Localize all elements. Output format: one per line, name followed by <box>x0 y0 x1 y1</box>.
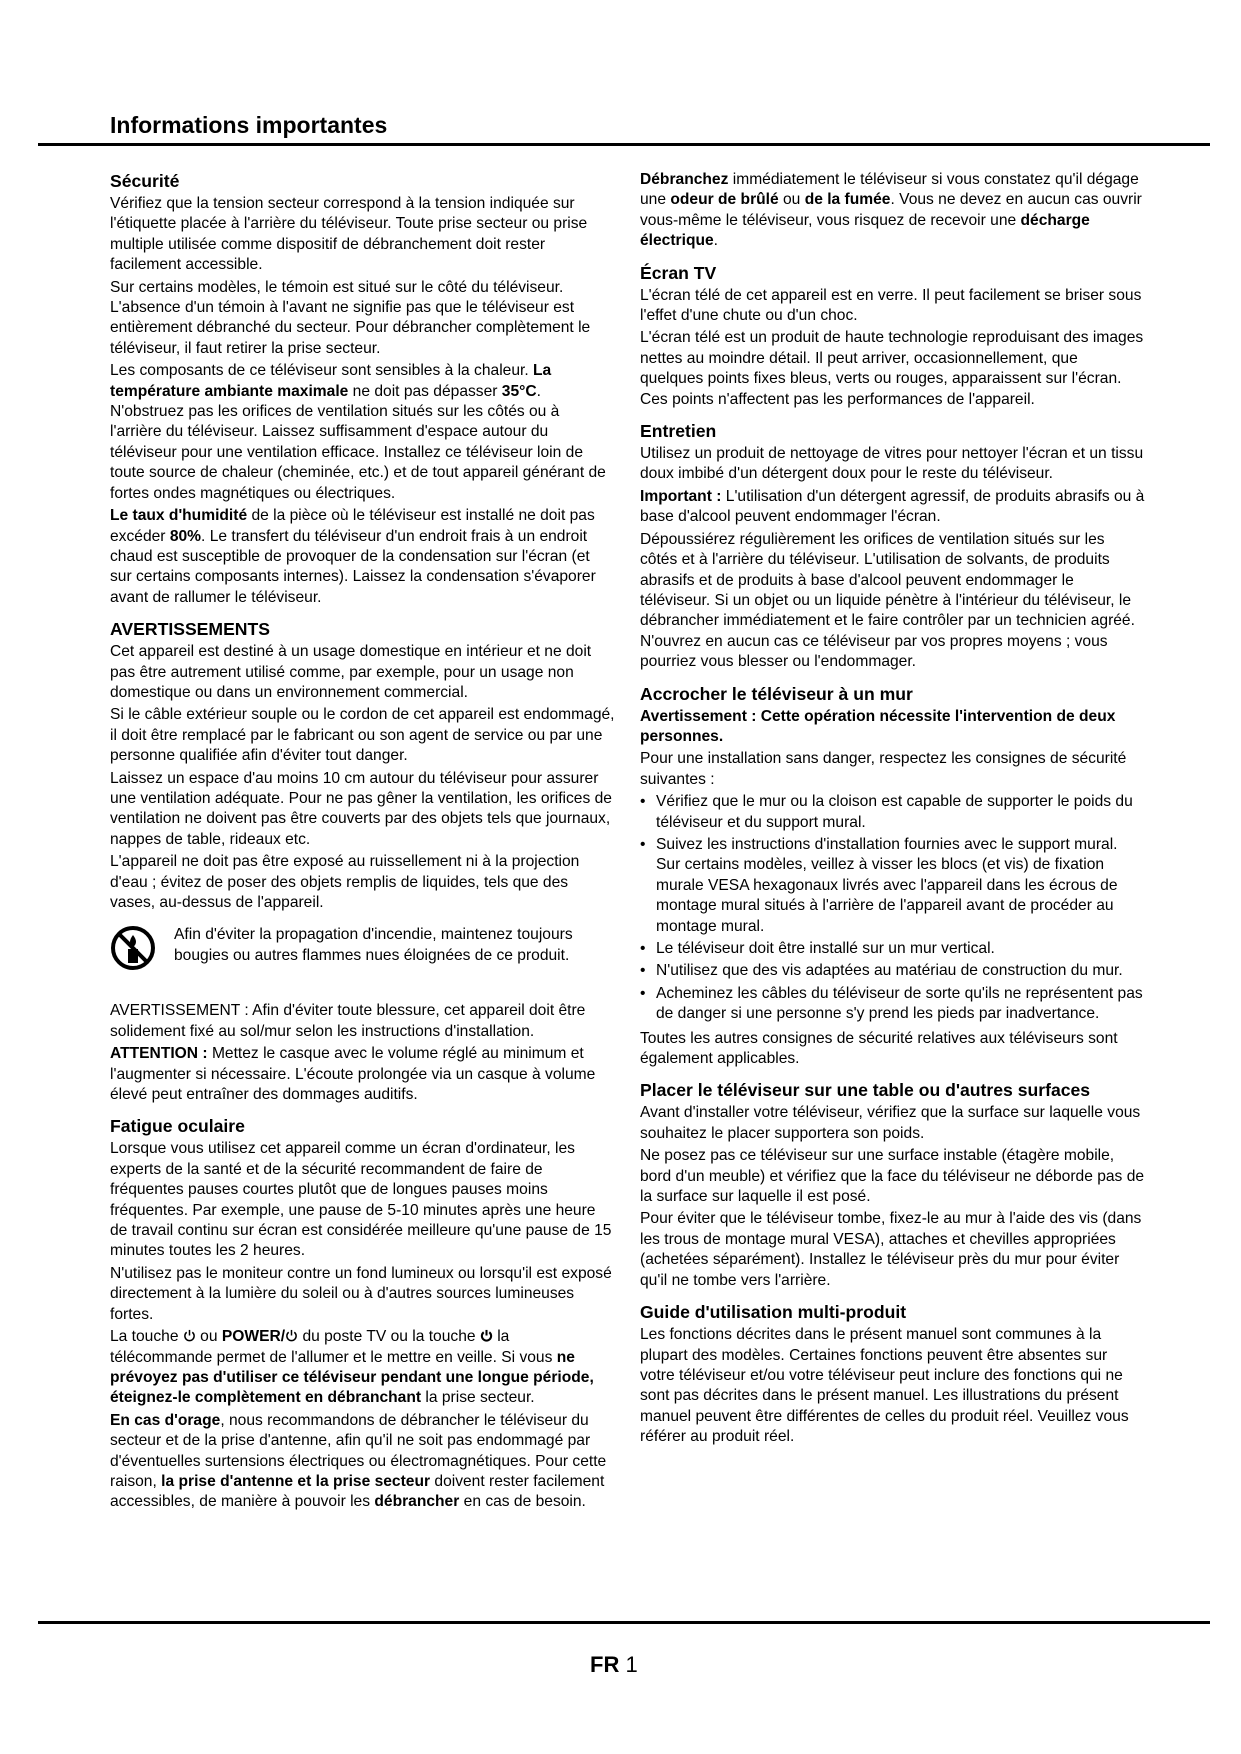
section-table <box>640 1079 1145 1291</box>
heading-table: Placer le téléviseur sur une table ou d'autres surfaces <box>640 1080 1091 1101</box>
paragraph: Sur certains modèles, le témoin est situé sur le côté du téléviseur. L'absence d'un témoin à l'avant ne signifie pas que le téléviseur est entièrement débranché du secteur. Pour débrancher complètement le téléviseur, il faut retirer la prise secteur. <box>110 278 591 357</box>
paragraph: Débranchez immédiatement le téléviseur si vous constatez qu'il dégage une odeur de brûlé ou de la fumée. Vous ne devez en aucun cas ouvrir vous-même le téléviseur, vous risquez de recevoir une décharge électrique. <box>640 171 1142 250</box>
paragraph: Les fonctions décrites dans le présent manuel sont communes à la plupart des modèles. Certaines fonctions peuvent être absentes sur votre téléviseur et/ou votre téléviseur peut inclure des fonctions qui ne sont pas décrites dans le présent manuel. Les illustrations du présent manuel peuvent être différentes de celles du produit réel. Veuillez vous référer au produit réel. <box>640 1326 1129 1446</box>
header-rule <box>38 143 1210 146</box>
paragraph: Laissez un espace d'au moins 10 cm autour du téléviseur pour assurer une ventilation adéquate. Pour ne pas gêner la ventilation, les orifices de ventilation ne doivent pas être couverts par des objets tels que journaux, nappes de table, rideaux etc. <box>110 769 612 848</box>
paragraph: Dépoussiérez régulièrement les orifices de ventilation situés sur les côtés et à l'arrière du téléviseur. L'utilisation de solvants, de produits abrasifs et de produits à base d'alcool peuvent endommager le téléviseur. Si un objet ou un liquide pénètre à l'intérieur du téléviseur, le débrancher immédiatement et le faire contrôler par un technicien agréé. N'ouvrez en aucun cas ce téléviseur par vos propres moyens ; vous pourriez vous blesser ou l'endommager. <box>640 530 1135 671</box>
paragraph: Ne posez pas ce téléviseur sur une surface instable (étagère mobile, bord d'un meuble) et vérifiez que la face du téléviseur ne déborde pas de la surface sur laquelle il est posé. <box>640 1147 1145 1206</box>
paragraph: Si le câble extérieur souple ou le cordon de cet appareil est endommagé, il doit être remplacé par le fabricant ou son agent de service ou par une personne qualifiée afin d'éviter tout danger. <box>110 706 615 765</box>
paragraph: Pour éviter que le téléviseur tombe, fixez-le au mur à l'aide des vis (dans les trous de montage mural VESA), attaches et chevilles appropriées (achetées séparément). Installez le téléviseur près du mur pour éviter qu'il ne tombe vers l'arrière. <box>640 1210 1142 1289</box>
footer-rule <box>38 1621 1210 1624</box>
heading-entretien: Entretien <box>640 421 717 442</box>
paragraph: Le taux d'humidité de la pièce où le téléviseur est installé ne doit pas excéder 80%. Le transfert du téléviseur d'un endroit frais à un endroit chaud est susceptible de provoquer de la condensation sur l'écran (et sur certains composants internes). Laissez la condensation s'évaporer avant de rallumer le téléviseur. <box>110 507 596 606</box>
section-debranchez <box>640 170 1145 252</box>
section-fatigue <box>110 1115 615 1512</box>
paragraph: ATTENTION : Mettez le casque avec le volume réglé au minimum et l'augmenter si nécessaire. L'écoute prolongée via un casque à volume élevé peut entraîner des dommages auditifs. <box>110 1045 596 1104</box>
paragraph: L'écran télé de cet appareil est en verre. Il peut facilement se briser sous l'effet d'une chute ou d'un choc. <box>640 286 1142 325</box>
paragraph: Pour une installation sans danger, respectez les consignes de sécurité suivantes : <box>640 750 1127 788</box>
paragraph: Les composants de ce téléviseur sont sensibles à la chaleur. La température ambiante maximale ne doit pas dépasser 35°C. N'obstruez pas les orifices de ventilation situés sur les côtés ou à l'arrière du téléviseur. Laissez suffisamment d'espace autour du téléviseur pour une ventilation efficace. Installez ce téléviseur loin de toute source de chaleur (cheminée, etc.) et de tout appareil générant de fortes ondes magnétiques ou électriques. <box>110 362 606 502</box>
heading-ecran: Écran TV <box>640 262 717 283</box>
paragraph: Cet appareil est destiné à un usage domestique en intérieur et ne doit pas être autrement utilisé comme, par exemple, pour un usage non domestique ou dans un environnement commercial. <box>110 643 592 701</box>
paragraph: L'appareil ne doit pas être exposé au ruissellement ni à la projection d'eau ; évitez de poser des objets remplis de liquides, tels que des vases, au-dessus de l'appareil. <box>110 853 580 911</box>
paragraph: Toutes les autres consignes de sécurité relatives aux téléviseurs sont également applicables. <box>640 1029 1118 1068</box>
list-item: • Le téléviseur doit être installé sur un mur vertical. <box>656 939 1145 959</box>
flame-warning <box>110 925 615 971</box>
section-entretien <box>640 420 1145 672</box>
page-title: Informations importantes <box>110 112 388 138</box>
paragraph: Lorsque vous utilisez cet appareil comme un écran d'ordinateur, les experts de la santé et de la sécurité recommandent de faire de fréquentes pauses courtes plutôt que de longues pauses moins fréquentes. Par exemple, une pause de 5-10 minutes après une heure de travail continu sur écran est considérée meilleure qu'une pause de 15 minutes toutes les 2 heures. <box>110 1140 612 1260</box>
section-guide <box>640 1301 1145 1447</box>
section-securite <box>110 170 615 608</box>
paragraph: Utilisez un produit de nettoyage de vitres pour nettoyer l'écran et un tissu doux imbibé d'un détergent doux pour le reste du téléviseur. <box>640 445 1144 483</box>
heading-fatigue: Fatigue oculaire <box>110 1116 245 1137</box>
paragraph: Important : L'utilisation d'un détergent agressif, de produits abrasifs ou à base d'alcool peuvent endommager l'écran. <box>640 487 1145 526</box>
heading-mur: Accrocher le téléviseur à un mur <box>640 683 913 704</box>
no-open-flame-icon <box>110 925 156 971</box>
power-icon <box>285 1329 298 1342</box>
list-item: • Suivez les instructions d'installation fournies avec le support mural. Sur certains modèles, veillez à visser les blocs (et vis) de fixation murale VESA hexagonaux livrés avec l'appareil dans les écrous de montage mural situés à l'arrière de l'appareil avant de procéder au montage mural. <box>656 835 1145 937</box>
flame-warning-text: Afin d'éviter la propagation d'incendie, maintenez toujours bougies ou autres flammes nues éloignées de ce produit. <box>174 926 573 964</box>
wall-warning: Avertissement : Cette opération nécessite l'intervention de deux personnes. <box>640 707 1116 745</box>
heading-securite: Sécurité <box>110 171 180 191</box>
paragraph: Vérifiez que la tension secteur correspond à la tension indiquée sur l'étiquette placée à l'arrière du téléviseur. Toute prise secteur ou prise multiple utilisée comme dispositif de débranchement doit rester facilement accessible. <box>110 195 588 274</box>
wall-bullet-list <box>640 792 1145 1024</box>
page-number <box>590 1652 638 1678</box>
power-icon <box>183 1329 196 1342</box>
footer-page: 1 <box>625 1652 638 1677</box>
paragraph: AVERTISSEMENT : Afin d'éviter toute blessure, cet appareil doit être solidement fixé au sol/mur selon les instructions d'installation. <box>110 1002 586 1040</box>
section-ecran <box>640 262 1145 410</box>
left-column <box>110 170 615 1523</box>
paragraph: N'utilisez pas le moniteur contre un fond lumineux ou lorsqu'il est exposé directement à la lumière du soleil ou à d'autres sources lumineuses fortes. <box>110 1264 612 1323</box>
paragraph: La touche ou POWER/ du poste TV ou la touche la télécommande permet de l'allumer et le mettre en veille. Si vous ne prévoyez pas d'utiliser ce téléviseur pendant une longue période, éteignez-le complètement en débranchant la prise secteur. <box>110 1328 594 1407</box>
heading-guide: Guide d'utilisation multi-produit <box>640 1302 907 1323</box>
remote-power-icon <box>480 1329 493 1342</box>
paragraph: Avant d'installer votre téléviseur, vérifiez que la surface sur laquelle vous souhaitez le placer supportera son poids. <box>640 1104 1141 1142</box>
list-item: • Vérifiez que le mur ou la cloison est capable de supporter le poids du téléviseur et du support mural. <box>656 792 1145 833</box>
section-avertissements <box>110 618 615 1105</box>
list-item: • N'utilisez que des vis adaptées au matériau de construction du mur. <box>656 961 1145 981</box>
paragraph: En cas d'orage, nous recommandons de débrancher le téléviseur du secteur et de la prise d'antenne, afin qu'il ne soit pas endommagé par d'éventuelles surtensions électriques ou électromagnétiques. Pour cette raison, la prise d'antenne et la prise secteur doivent rester facilement accessibles, de manière à pouvoir les débrancher en cas de besoin. <box>110 1411 607 1511</box>
footer-lang: FR <box>590 1652 620 1677</box>
right-column <box>640 170 1145 1458</box>
paragraph: L'écran télé est un produit de haute technologie reproduisant des images nettes au moindre détail. Il peut arriver, occasionnellement, que quelques points fixes bleus, verts ou rouges, apparaissent sur l'écran. Ces points n'affectent pas les performances de l'appareil. <box>640 329 1144 408</box>
list-item: • Acheminez les câbles du téléviseur de sorte qu'ils ne représentent pas de danger si une personne s'y prend les pieds par inadvertance. <box>656 984 1145 1025</box>
heading-avertissements: AVERTISSEMENTS <box>110 619 270 640</box>
section-mur <box>640 683 1145 1070</box>
